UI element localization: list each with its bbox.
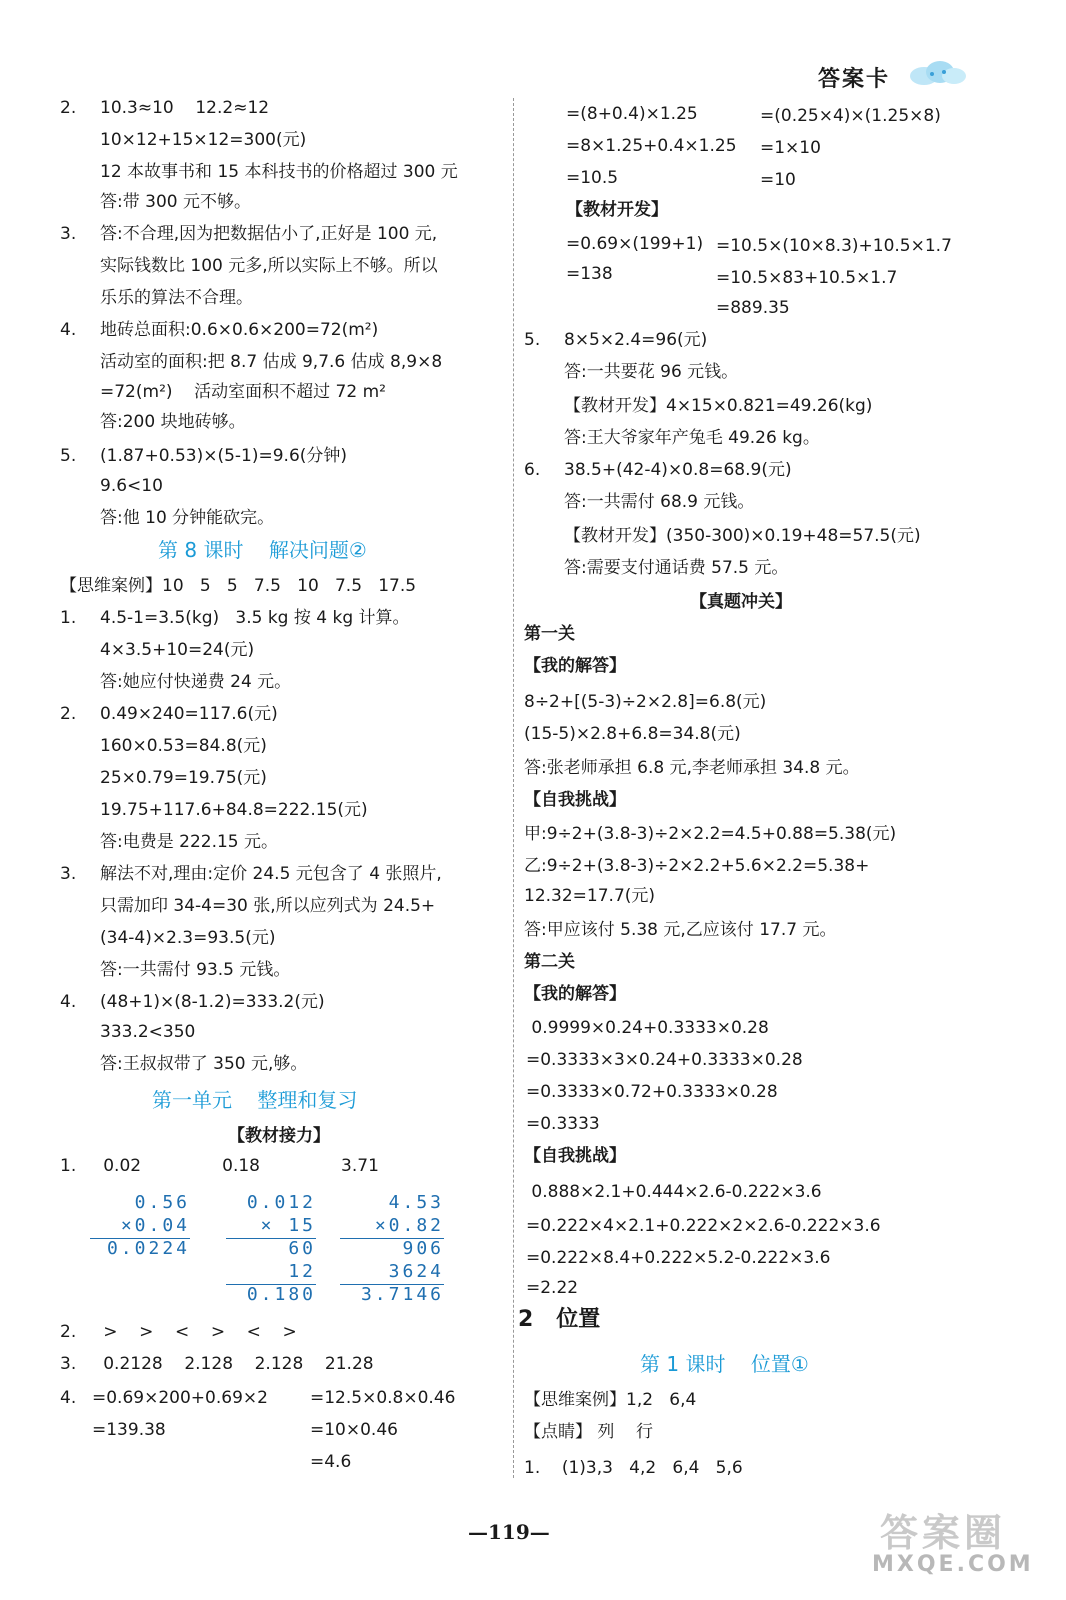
text-line: 【思维案例】1,2 6,4 [524, 1390, 697, 1410]
text-line: 1. (1)3,3 4,2 6,4 5,6 [524, 1458, 743, 1478]
text-line: 答:不合理,因为把数据估小了,正好是 100 元, [100, 224, 438, 244]
text-line: 第二关 [524, 952, 575, 972]
text-line: =2.22 [526, 1278, 579, 1298]
text-line: 【教材开发】4×15×0.821=49.26(kg) [564, 396, 873, 416]
calc-row: 12 [288, 1261, 316, 1282]
text-line: 2. [60, 704, 77, 724]
calc-row: 906 [402, 1238, 444, 1259]
text-line: 实际钱数比 100 元多,所以实际上不够。所以 [100, 256, 438, 276]
text-line: 甲:9÷2+(3.8-3)÷2×2.2=4.5+0.88=5.38(元) [524, 824, 897, 844]
text-line: (15-5)×2.8+6.8=34.8(元) [524, 724, 741, 744]
column-divider [513, 98, 514, 1478]
text-line: 38.5+(42-4)×0.8=68.9(元) [564, 460, 792, 480]
text-line: 【教材开发】 [566, 200, 668, 220]
header-title: 答案卡 [818, 67, 891, 92]
text-line: 答:他 10 分钟能砍完。 [100, 508, 275, 528]
text-line: 【自我挑战】 [524, 1146, 626, 1166]
text-line: 第 1 课时 位置① [640, 1352, 809, 1376]
text-line: 【真题冲关】 [690, 592, 792, 612]
text-line: (1.87+0.53)×(5-1)=9.6(分钟) [100, 446, 348, 466]
text-line: 12 本故事书和 15 本科技书的价格超过 300 元 [100, 162, 458, 182]
text-line: 答:200 块地砖够。 [100, 412, 246, 432]
text-line: =10.5×(10×8.3)+10.5×1.7 [716, 236, 952, 256]
calc-row: ×0.04 [120, 1215, 190, 1236]
text-line: 答:张老师承担 6.8 元,李老师承担 34.8 元。 [524, 758, 860, 778]
text-line: =72(m²) 活动室面积不超过 72 m² [100, 382, 386, 402]
text-line: 第一单元 整理和复习 [152, 1088, 358, 1112]
text-line: 答:带 300 元不够。 [100, 192, 251, 212]
text-line: 第一关 [524, 624, 575, 644]
text-line: =889.35 [716, 298, 790, 318]
text-line: 0.888×2.1+0.444×2.6-0.222×3.6 [526, 1182, 822, 1202]
watermark-url: MXQE.COM [872, 1552, 1034, 1577]
text-line: =0.222×4×2.1+0.222×2×2.6-0.222×3.6 [526, 1216, 881, 1236]
calc-row: 4.53 [388, 1192, 444, 1213]
text-line: 2 位置 [518, 1307, 601, 1332]
calc-row: 0.56 [134, 1192, 190, 1213]
text-line: 【自我挑战】 [524, 790, 626, 810]
text-line: 答:一共要花 96 元钱。 [564, 362, 739, 382]
text-line: (48+1)×(8-1.2)=333.2(元) [100, 992, 325, 1012]
text-line: 4. [60, 320, 77, 340]
text-line: =0.3333×3×0.24+0.3333×0.28 [526, 1050, 803, 1070]
calc-row: ×0.82 [374, 1215, 444, 1236]
text-line: 5. [524, 330, 541, 350]
watermark-logo: 答案圈 [880, 1511, 1007, 1555]
calc-rule [226, 1284, 316, 1308]
text-line: 乐乐的算法不合理。 [100, 288, 253, 308]
text-line: 【教材接力】 [228, 1126, 330, 1146]
text-line: 19.75+117.6+84.8=222.15(元) [100, 800, 368, 820]
text-line: =139.38 [92, 1420, 166, 1440]
text-line: 333.2<350 [100, 1022, 196, 1042]
text-line: 8÷2+[(5-3)÷2×2.8]=6.8(元) [524, 692, 767, 712]
text-line: =8×1.25+0.4×1.25 [566, 136, 737, 156]
text-line: 【我的解答】 [524, 984, 626, 1004]
text-line: 160×0.53=84.8(元) [100, 736, 267, 756]
text-line: 答:王叔叔带了 350 元,够。 [100, 1054, 308, 1074]
text-line: 3. [60, 864, 77, 884]
text-line: 活动室的面积:把 8.7 估成 9,7.6 估成 8,9×8 [100, 352, 443, 372]
calc-row: 60 [288, 1238, 316, 1259]
text-line: =(8+0.4)×1.25 [566, 104, 698, 124]
text-line: 12.32=17.7(元) [524, 886, 656, 906]
text-line: 答:甲应该付 5.38 元,乙应该付 17.7 元。 [524, 920, 837, 940]
text-line: 2. > > < > < > [60, 1322, 297, 1342]
calc-row: 0.012 [246, 1192, 316, 1213]
calc-row: 3624 [388, 1261, 444, 1282]
calc-rule [226, 1238, 316, 1262]
text-line: 答:她应付快递费 24 元。 [100, 672, 292, 692]
calc-row: × 15 [260, 1215, 316, 1236]
calc-row: 0.0224 [106, 1238, 190, 1259]
text-line: 答:需要支付通话费 57.5 元。 [564, 558, 789, 578]
text-line: 【我的解答】 [524, 656, 626, 676]
text-line: 4×3.5+10=24(元) [100, 640, 255, 660]
text-line: 解法不对,理由:定价 24.5 元包含了 4 张照片, [100, 864, 442, 884]
text-line: 第 8 课时 解决问题② [158, 538, 367, 562]
text-line: 6. [524, 460, 541, 480]
text-line: 10×12+15×12=300(元) [100, 130, 307, 150]
text-line: 3. [60, 224, 77, 244]
text-line: =10×0.46 [310, 1420, 398, 1440]
calc-row: 3.7146 [360, 1284, 444, 1305]
text-line: 4.5-1=3.5(kg) 3.5 kg 按 4 kg 计算。 [100, 608, 410, 628]
text-line: =12.5×0.8×0.46 [310, 1388, 456, 1408]
text-line: 答:电费是 222.15 元。 [100, 832, 279, 852]
calc-row: 0.180 [246, 1284, 316, 1305]
text-line: 【思维案例】10 5 5 7.5 10 7.5 17.5 [60, 576, 417, 596]
text-line: 答:一共需付 93.5 元钱。 [100, 960, 291, 980]
text-line: =138 [566, 264, 613, 284]
text-line: 3. 0.2128 2.128 2.128 21.28 [60, 1354, 374, 1374]
text-line: 【点睛】 列 行 [524, 1422, 654, 1442]
text-line: 9.6<10 [100, 476, 163, 496]
text-line: 【教材开发】(350-300)×0.19+48=57.5(元) [564, 526, 921, 546]
text-line: 25×0.79=19.75(元) [100, 768, 267, 788]
text-line: 0.9999×0.24+0.3333×0.28 [526, 1018, 769, 1038]
text-line: 只需加印 34-4=30 张,所以应列式为 24.5+ [100, 896, 436, 916]
text-line: 地砖总面积:0.6×0.6×200=72(m²) [100, 320, 379, 340]
text-line: 答:王大爷家年产兔毛 49.26 kg。 [564, 428, 820, 448]
text-line: =0.69×200+0.69×2 [92, 1388, 268, 1408]
text-line: =0.3333 [526, 1114, 600, 1134]
text-line: 答:一共需付 68.9 元钱。 [564, 492, 755, 512]
text-line: =4.6 [310, 1452, 352, 1472]
text-line: 1. [60, 608, 77, 628]
cloud-decoration-icon [904, 58, 968, 88]
text-line: 2. [60, 98, 77, 118]
text-line: =0.3333×0.72+0.3333×0.28 [526, 1082, 778, 1102]
text-line: =1×10 [760, 138, 821, 158]
text-line: =0.222×8.4+0.222×5.2-0.222×3.6 [526, 1248, 831, 1268]
calc-rule [340, 1284, 444, 1308]
calc-rule [90, 1238, 190, 1262]
text-line: 4. [60, 992, 77, 1012]
text-line: =10.5×83+10.5×1.7 [716, 268, 898, 288]
page-number: —119— [468, 1520, 550, 1544]
text-line: =(0.25×4)×(1.25×8) [760, 106, 941, 126]
vertical-multiplication [90, 1192, 190, 1261]
text-line: 1. 0.02 0.18 3.71 [60, 1156, 379, 1176]
vertical-multiplication [226, 1192, 316, 1307]
text-line: 8×5×2.4=96(元) [564, 330, 708, 350]
text-line: 乙:9÷2+(3.8-3)÷2×2.2+5.6×2.2=5.38+ [524, 856, 870, 876]
vertical-multiplication [340, 1192, 444, 1307]
text-line: (34-4)×2.3=93.5(元) [100, 928, 276, 948]
text-line: 4. [60, 1388, 77, 1408]
text-line: 5. [60, 446, 77, 466]
text-line: =0.69×(199+1) [566, 234, 704, 254]
text-line: =10 [760, 170, 796, 190]
text-line: 0.49×240=117.6(元) [100, 704, 278, 724]
text-line: 10.3≈10 12.2≈12 [100, 98, 270, 118]
calc-rule [340, 1238, 444, 1262]
text-line: =10.5 [566, 168, 619, 188]
